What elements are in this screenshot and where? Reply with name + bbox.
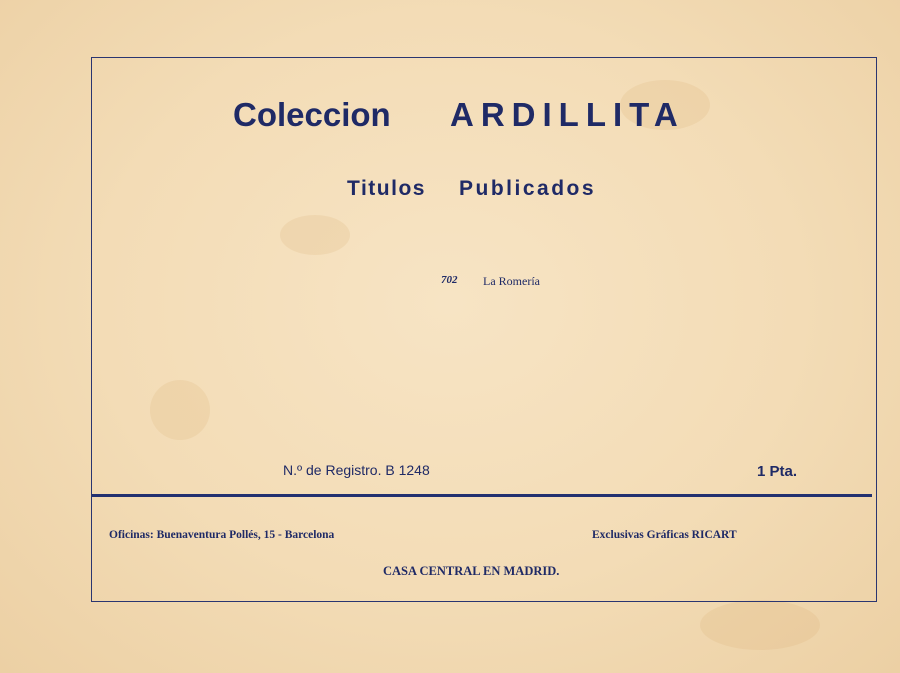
horizontal-divider bbox=[92, 494, 872, 497]
title-number: 702 bbox=[441, 274, 458, 286]
central-house: CASA CENTRAL EN MADRID. bbox=[383, 564, 560, 578]
subtitle-word-2: Publicados bbox=[459, 177, 597, 200]
collection-name: ARDILLITA bbox=[450, 96, 685, 133]
price-label: 1 Pta. bbox=[757, 463, 798, 480]
exclusive-publisher: Exclusivas Gráficas RICART bbox=[592, 529, 737, 541]
subtitle-word-1: Titulos bbox=[347, 177, 426, 200]
offices-address: Oficinas: Buenaventura Pollés, 15 - Barcelona bbox=[109, 529, 335, 541]
title-name: La Romería bbox=[483, 274, 540, 288]
collection-word: Coleccion bbox=[233, 96, 391, 133]
page-border-frame bbox=[91, 57, 877, 602]
registry-number: N.º de Registro. B 1248 bbox=[283, 462, 430, 478]
